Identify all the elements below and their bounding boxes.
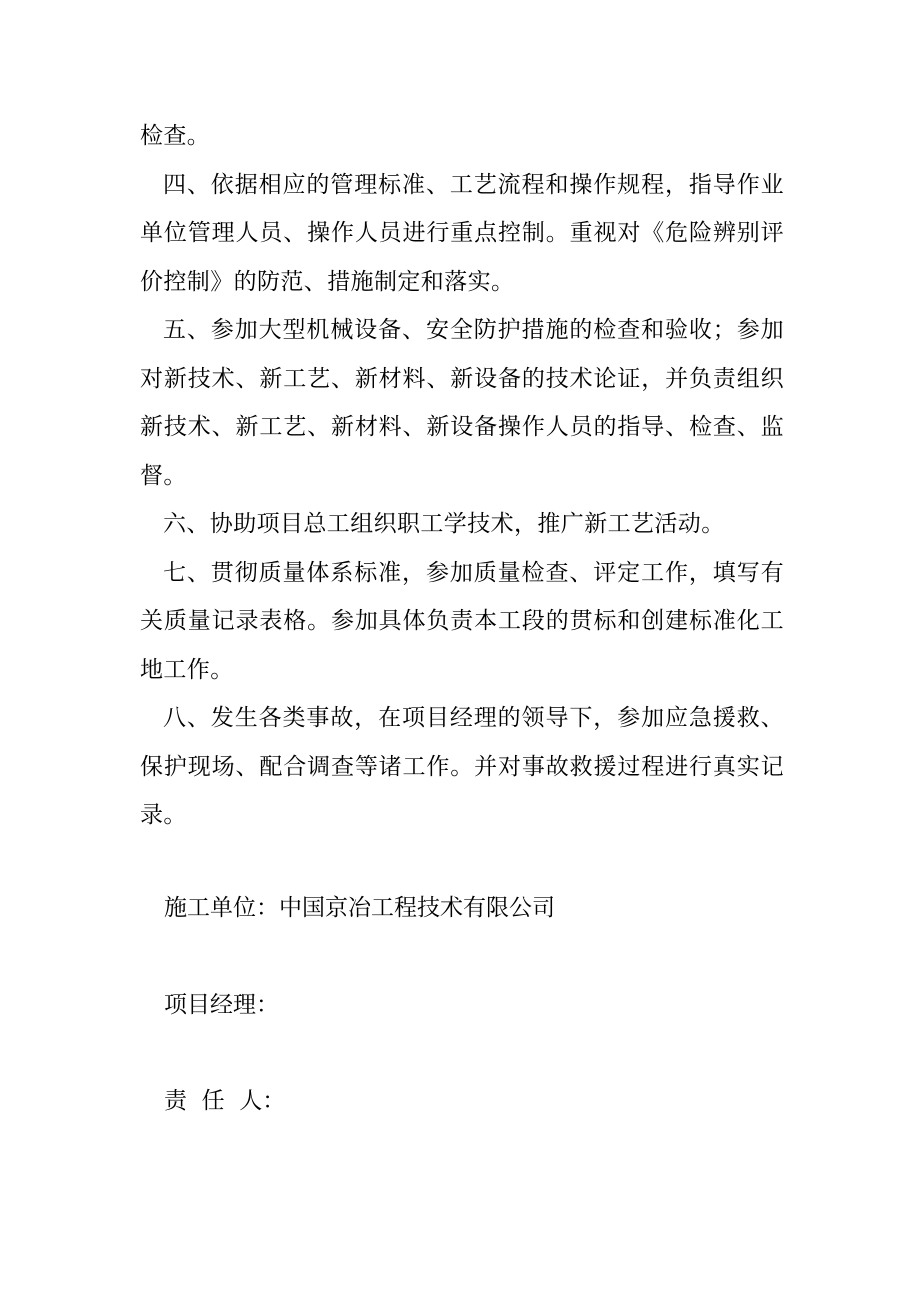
paragraph-item-4: 四、依据相应的管理标准、工艺流程和操作规程，指导作业单位管理人员、操作人员进行重点控制。重视对《危险辨别评价控制》的防范、措施制定和落实。 bbox=[140, 171, 784, 295]
signature-company: 施工单位：中国京冶工程技术有限公司 bbox=[164, 895, 555, 921]
paragraph-item-6: 六、协助项目总工组织职工学技术，推广新工艺活动。 bbox=[163, 511, 725, 537]
paragraph-item-8: 八、发生各类事故，在项目经理的领导下，参加应急援救、保护现场、配合调查等诸工作。并对事故救援过程进行真实记录。 bbox=[140, 705, 784, 828]
paragraph-item-7: 七、贯彻质量体系标准，参加质量检查、评定工作，填写有关质量记录表格。参加具体负责本工段的贯标和创建标准化工地工作。 bbox=[140, 559, 784, 683]
signature-project-manager: 项目经理： bbox=[164, 992, 279, 1018]
signature-responsible-person: 责 任 人： bbox=[164, 1088, 286, 1114]
document-body bbox=[140, 112, 784, 840]
paragraph-continuation: 检查。 bbox=[140, 123, 211, 149]
paragraph-item-5: 五、参加大型机械设备、安全防护措施的检查和验收；参加对新技术、新工艺、新材料、新设备的技术论证，并负责组织新技术、新工艺、新材料、新设备操作人员的指导、检查、监督。 bbox=[140, 317, 784, 489]
